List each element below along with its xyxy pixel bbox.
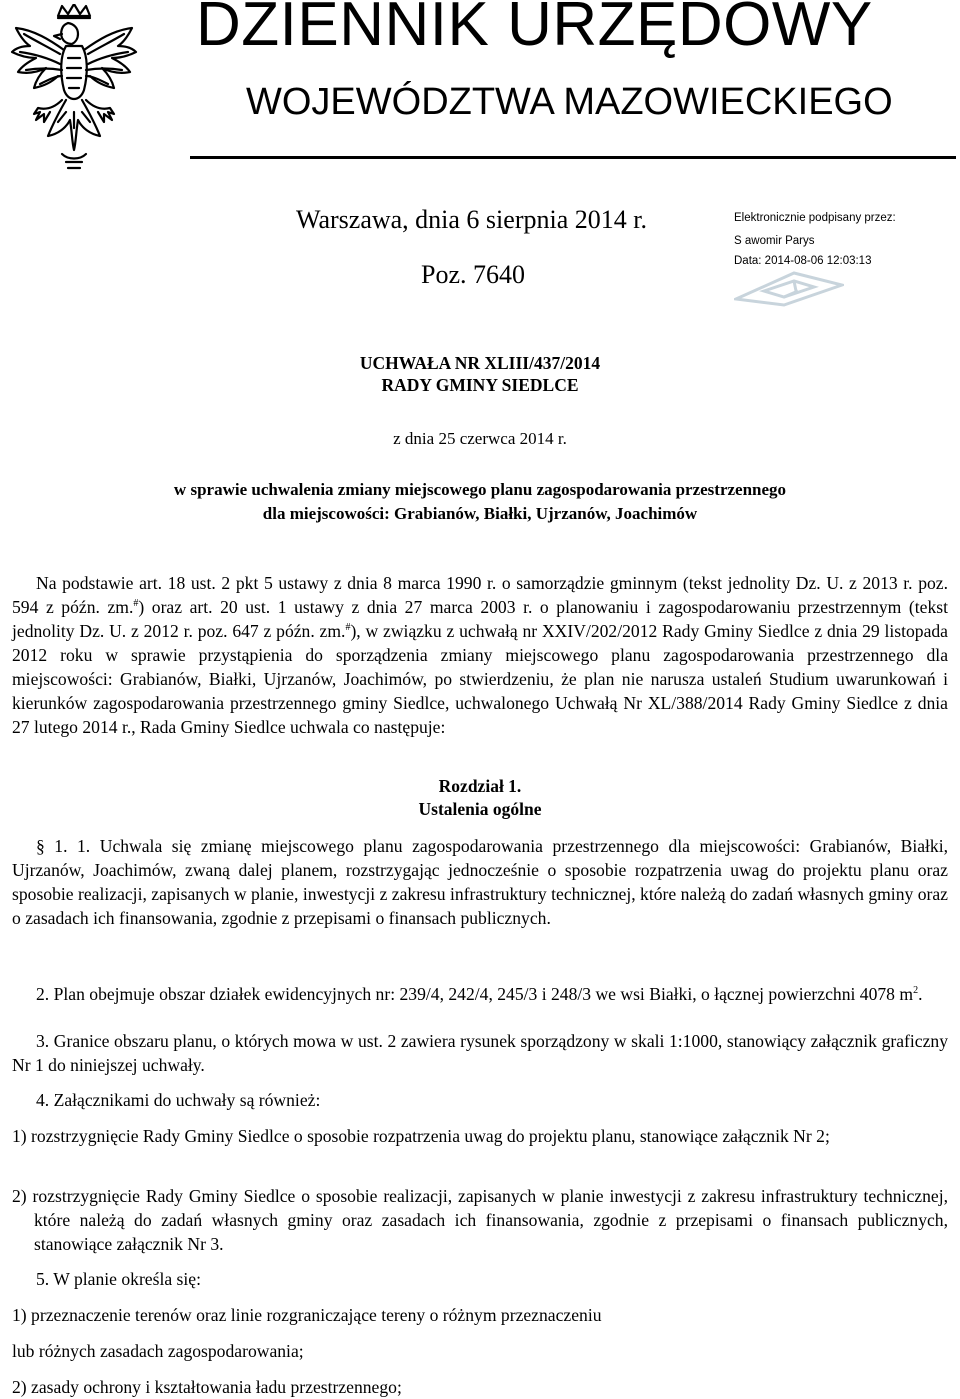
paragraph-5-item-2: [12, 1375, 948, 1399]
paragraph-3-text: 3. Granice obszaru planu, o których mowa w ust. 2 zawiera rysunek sporządzony w skali 1:1000, stanowiący załącznik graficzny Nr 1 do niniejszej uchwały.: [12, 1031, 948, 1075]
chapter-title: Ustalenia ogólne: [418, 799, 542, 819]
signer-name: S awomir Parys: [734, 235, 815, 247]
paragraph-2-body: 2. Plan obejmuje obszar działek ewidencyjnych nr: 239/4, 242/4, 245/3 i 248/3 we wsi Białki, o łącznej powierzchni 4078 m: [36, 984, 914, 1004]
journal-subtitle: WOJEWÓDZTWA MAZOWIECKIEGO: [246, 81, 893, 123]
preamble-part-1: Na podstawie art. 18 ust. 2 pkt 5 ustawy z dnia 8 marca 1990 r. o samorządzie gminnym (tekst jednolity Dz. U. z 2013 r. poz. 594 z późn. zm.: [12, 573, 948, 617]
polish-eagle-emblem-icon: [6, 4, 142, 174]
list-item: 1) przeznaczenie terenów oraz linie rozgraniczające tereny o różnym przeznaczeniu: [12, 1305, 602, 1325]
paragraph-4-item-2: [12, 1184, 948, 1256]
list-item-continuation: lub różnych zasadach zagospodarowania;: [12, 1341, 304, 1361]
paragraph-1-body: Uchwala się zmianę miejscowego planu zagospodarowania przestrzennego dla miejscowości: Grabianów, Białki, Ujrzanów, Joachimów, zwaną dalej planem, rozstrzygając jednocześnie o sposobie rozpatrzenia uwag do projektu planu oraz sposobie realizacji, zapisanych w planie, inwestycji z zakresu infrastruktury technicznej, które należą do zadań własnych gminy oraz o zasadach ich finansowania, zgodnie z przepisami o finansach publicznych.: [12, 836, 948, 928]
paragraph-4-item-1: [12, 1124, 948, 1148]
header-divider: [190, 156, 956, 159]
resolution-number: UCHWAŁA NR XLIII/437/2014: [359, 353, 601, 373]
chapter-number: Rozdział 1.: [438, 776, 522, 796]
publication-date: Warszawa, dnia 6 sierpnia 2014 r.: [296, 205, 647, 234]
signature-label: Elektronicznie podpisany przez:: [734, 212, 896, 224]
paragraph-5-item-1-cont: [12, 1339, 948, 1363]
footnote-marker: #: [345, 622, 351, 634]
paragraph-4: [12, 1088, 948, 1112]
paragraph-5-item-1: [12, 1303, 948, 1327]
resolution-title: [0, 352, 960, 396]
paragraph-4-text: 4. Załącznikami do uchwały są również:: [36, 1090, 321, 1110]
list-item: 2) rozstrzygnięcie Rady Gminy Siedlce o sposobie realizacji, zapisanych w planie inwestycji z zakresu infrastruktury technicznej, które należą do zadań własnych gminy oraz zasadach ich finansowania, zgodnie z przepisami o finansach publicznych, stanowiące załącznik Nr 3.: [12, 1186, 948, 1254]
signature-date: Data: 2014-08-06 12:03:13: [734, 255, 872, 267]
journal-title: DZIENNIK URZĘDOWY: [196, 0, 873, 59]
list-item: 1) rozstrzygnięcie Rady Gminy Siedlce o sposobie rozpatrzenia uwag do projektu planu, stanowiące załącznik Nr 2;: [12, 1126, 830, 1146]
paragraph-3: [12, 1029, 948, 1077]
paragraph-1: [12, 834, 948, 930]
paragraph-1-text: [12, 834, 948, 930]
list-item: 2) zasady ochrony i kształtowania ładu przestrzennego;: [12, 1377, 402, 1397]
superscript: 2: [913, 985, 919, 997]
subject-line-1: w sprawie uchwalenia zmiany miejscowego planu zagospodarowania przestrzennego: [173, 480, 787, 499]
chapter-heading: [12, 775, 948, 821]
paragraph-2-text: [12, 982, 948, 1006]
preamble-part-2: ) oraz art. 20 ust. 1 ustawy z dnia 27 marca 2003 r. o planowaniu i zagospodarowaniu przestrzennym (tekst jednolity Dz. U. z 2012 r. poz. 647 z późn. zm.: [12, 597, 949, 641]
preamble-text: [12, 571, 948, 739]
paragraph-5-text: 5. W planie określa się:: [36, 1269, 201, 1289]
resolution-subject: [0, 478, 960, 526]
position-number: Poz. 7640: [421, 260, 525, 289]
e-signature-stamp-icon: [734, 269, 844, 307]
footnote-marker: #: [133, 598, 139, 610]
preamble-part-3: ), w związku z uchwałą nr XXIV/202/2012 Rady Gminy Siedlce z dnia 29 listopada 2012 roku w sprawie przystąpienia do sporządzenia zmiany miejscowego planu zagospodarowania przestrzennego dla miejscowości: Grabianów, Białki, Ujrzanów, Joachimów, po stwierdzeniu, że plan nie narusza ustaleń Studium uwarunkowań i kierunków zagospodarowania przestrzennego gminy Siedlce, uchwalonego Uchwałą Nr XL/388/2014 Rady Gminy Siedlce z dnia 27 lutego 2014 r., Rada Gminy Siedlce uchwala co następuje:: [12, 621, 948, 737]
paragraph-5: [12, 1267, 948, 1291]
resolution-date: z dnia 25 czerwca 2014 r.: [393, 429, 567, 448]
paragraph-2-end: .: [918, 984, 923, 1004]
preamble: [12, 571, 948, 739]
paragraph-2: [12, 982, 948, 1006]
resolution-council: RADY GMINY SIEDLCE: [381, 375, 579, 395]
electronic-signature: [734, 213, 954, 309]
paragraph-label: § 1. 1.: [36, 836, 91, 856]
subject-line-2: dla miejscowości: Grabianów, Białki, Ujrzanów, Joachimów: [262, 504, 698, 523]
